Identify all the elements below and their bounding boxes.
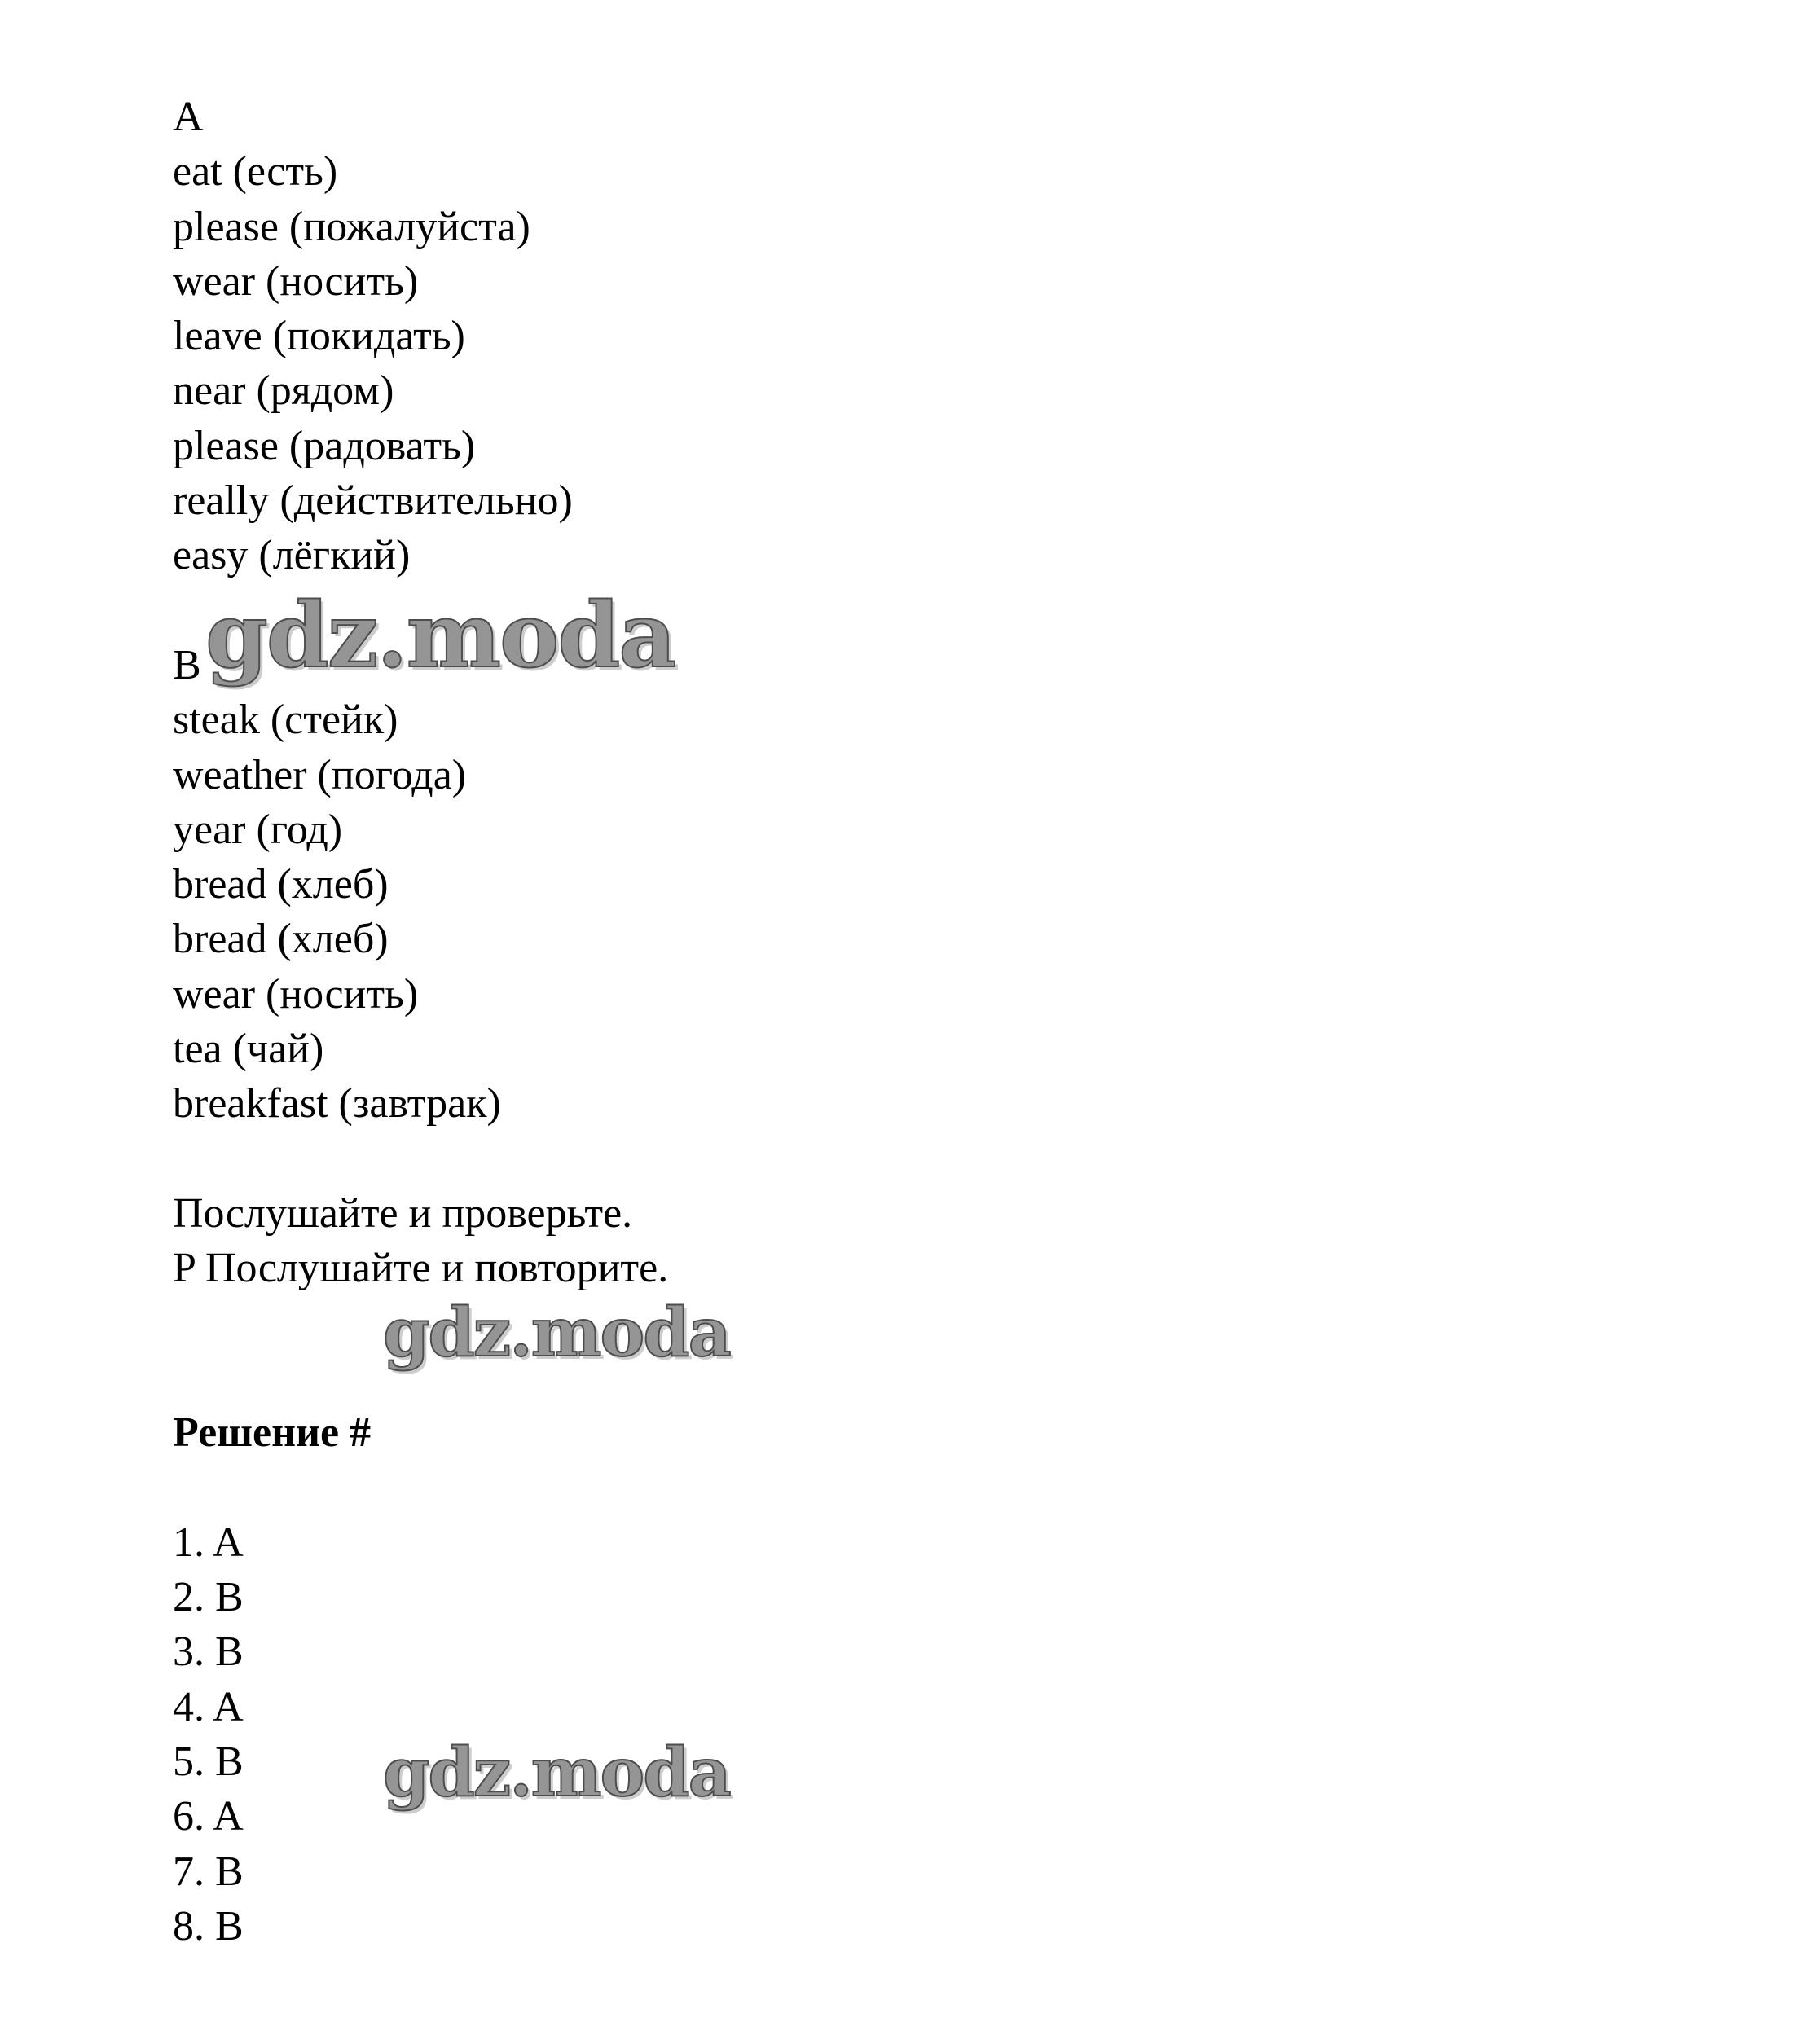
spacer [173,1132,1721,1186]
document-page [173,90,1721,1954]
solution-answer: 3. B [173,1629,244,1676]
section-b-item: weather (погода) [173,751,467,798]
instruction-listen-repeat: P Послушайте и повторите. [173,1245,669,1292]
section-b-item: steak (стейк) [173,697,398,744]
solution-answer: 4. A [173,1683,244,1730]
section-a-item: please (пожалуйста) [173,203,530,250]
section-a-item: near (рядом) [173,367,394,415]
solution-answer: 8. B [173,1902,244,1949]
watermark-logo: gdz.moda [205,582,675,688]
solution-answer: 6. A [173,1793,244,1840]
solution-answer: 2. B [173,1574,244,1621]
section-a-item: wear (носить) [173,257,419,305]
section-b-heading: B [173,641,201,688]
watermark-logo: gdz.moda [383,1294,730,1372]
instruction-listen-check: Послушайте и проверьте. [173,1189,633,1237]
watermark-logo: gdz.moda [383,1734,730,1812]
solution-answer: 1. A [173,1519,244,1566]
solution-title: Решение # [173,1409,372,1457]
solution-answer: 5. B [173,1738,244,1785]
section-a-item: really (действительно) [173,477,573,525]
section-b-item: breakfast (завтрак) [173,1080,501,1127]
section-a-item: please (радовать) [173,422,476,469]
spacer [173,1460,1721,1514]
solution-answer: 7. B [173,1848,244,1895]
section-a-item: leave (покидать) [173,313,465,360]
section-b-item: tea (чай) [173,1026,324,1073]
section-a-item: eat (есть) [173,148,338,196]
section-b-item: year (год) [173,806,343,853]
section-a-heading: A [173,94,204,140]
section-b-item: wear (носить) [173,970,419,1018]
section-a-item: easy (лёгкий) [173,532,411,579]
section-b-item: bread (хлеб) [173,916,389,963]
section-b-item: bread (хлеб) [173,861,389,908]
